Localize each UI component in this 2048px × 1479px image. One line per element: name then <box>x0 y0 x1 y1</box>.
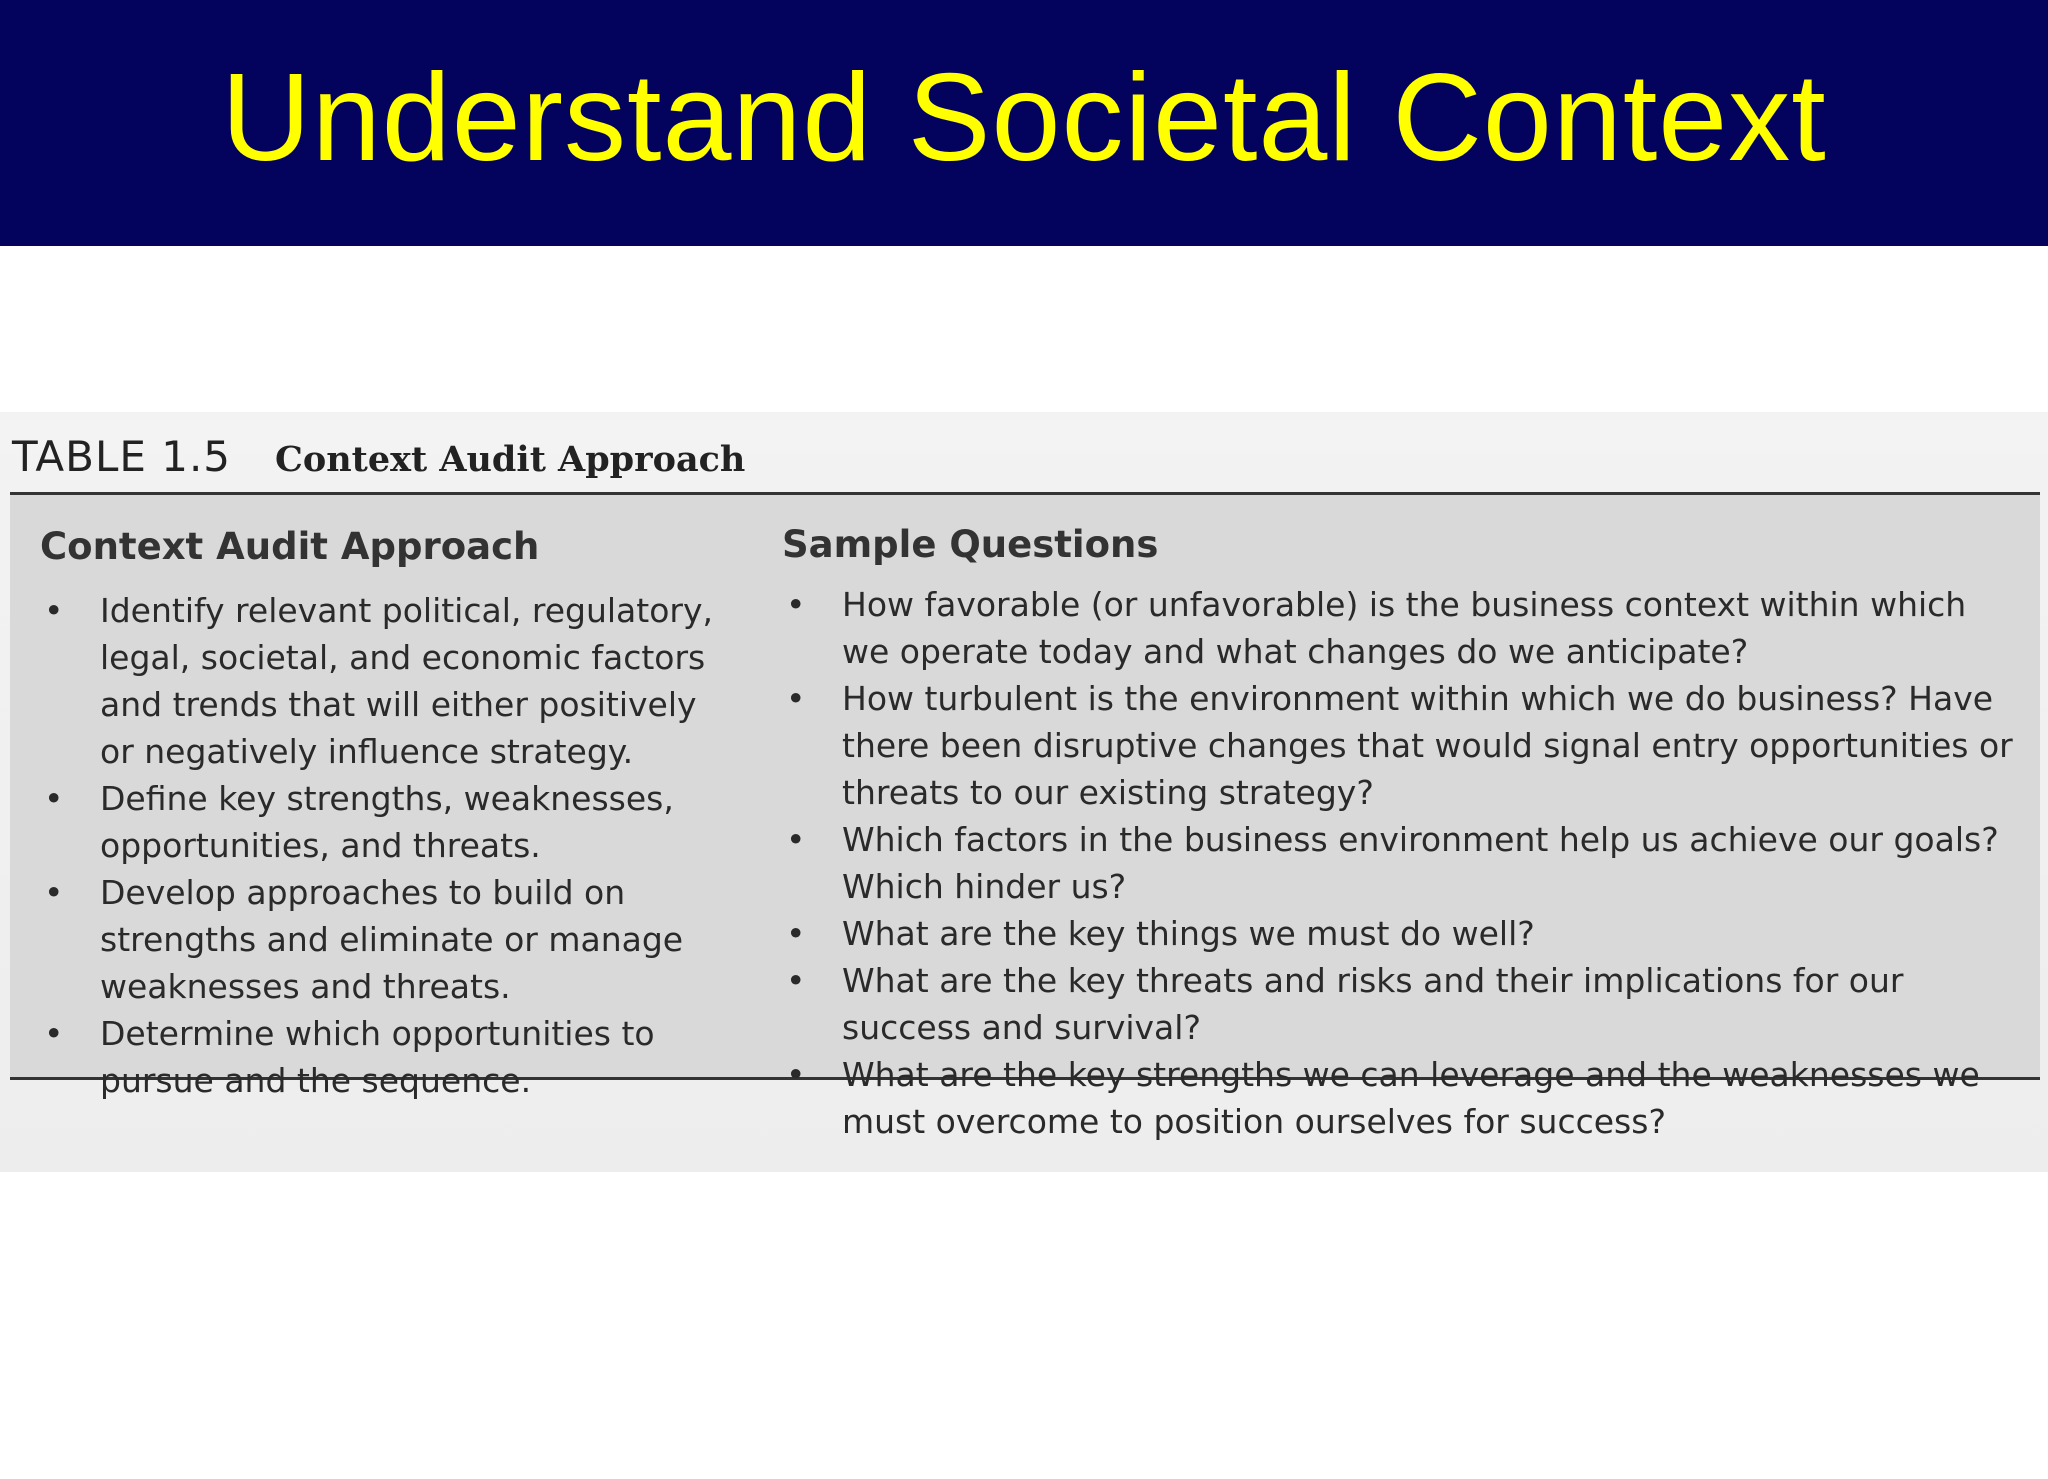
list-item: • Develop approaches to build on strengths and eliminate or manage weaknesses and threats. <box>40 869 740 1010</box>
list-item: • How turbulent is the environment within which we do business? Have there been disruptive changes that would signal entry opportunities or threats to our existing strategy? <box>782 675 2022 816</box>
slide-title-bar <box>0 0 2048 246</box>
list-item: • What are the key threats and risks and their implications for our success and survival? <box>782 957 2022 1051</box>
context-audit-table <box>10 492 2040 1141</box>
bullet-icon: • <box>786 961 806 1000</box>
bullet-icon: • <box>44 873 64 912</box>
bullet-icon: • <box>786 820 806 859</box>
list-item: • Define key strengths, weaknesses, opportunities, and threats. <box>40 775 740 869</box>
table-caption <box>12 432 745 492</box>
list-item: • Determine which opportunities to pursue and the sequence. <box>40 1010 740 1104</box>
approach-list <box>40 587 740 1104</box>
sample-questions-list <box>782 581 2022 1145</box>
list-item: • What are the key things we must do well? <box>782 910 2022 957</box>
left-column-header: Context Audit Approach <box>40 525 540 568</box>
bullet-icon: • <box>44 779 64 818</box>
bullet-icon: • <box>44 591 64 630</box>
scanned-table-image <box>0 412 2048 1172</box>
bullet-icon: • <box>44 1014 64 1053</box>
bullet-icon: • <box>786 679 806 718</box>
table-title: Context Audit Approach <box>275 439 746 480</box>
list-item: • How favorable (or unfavorable) is the business context within which we operate today and what changes do we anticipate? <box>782 581 2022 675</box>
table-number: TABLE 1.5 <box>12 432 232 481</box>
list-item: • Which factors in the business environment help us achieve our goals? Which hinder us? <box>782 816 2022 910</box>
bullet-icon: • <box>786 585 806 624</box>
bullet-icon: • <box>786 914 806 953</box>
list-item: • What are the key strengths we can leverage and the weaknesses we must overcome to position ourselves for success? <box>782 1051 2022 1145</box>
right-column-header: Sample Questions <box>782 523 1159 566</box>
bullet-icon: • <box>786 1055 806 1094</box>
slide-title: Understand Societal Context <box>221 49 1827 187</box>
list-item: • Identify relevant political, regulatory, legal, societal, and economic factors and trends that will either positively or negatively influence strategy. <box>40 587 740 775</box>
